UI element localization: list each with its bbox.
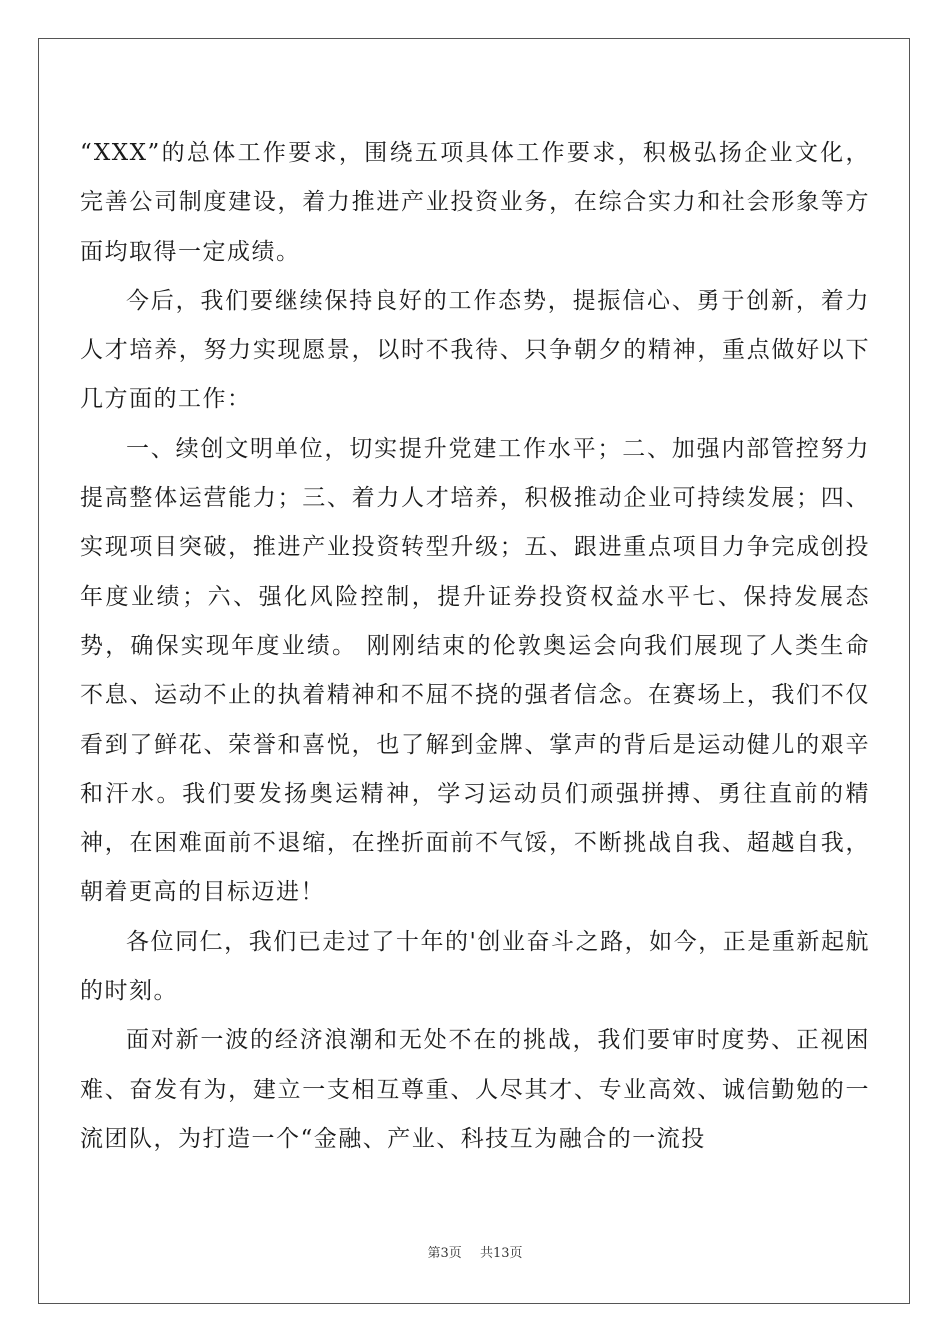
total-page-count: 共13页 (479, 1246, 523, 1261)
paragraph: 面对新一波的经济浪潮和无处不在的挑战，我们要审时度势、正视困难、奋发有为，建立一支相互尊重、人尽其才、专业高效、诚信勤勉的一流团队，为打造一个“金融、产业、科技互为融合的一流投 (80, 1027, 870, 1152)
paragraph: 一、续创文明单位，切实提升党建工作水平；二、加强内部管控努力提高整体运营能力；三、着力人才培养，积极推动企业可持续发展；四、实现项目突破，推进产业投资转型升级；五、跟进重点项目力争完成创投年度业绩；六、强化风险控制，提升证券投资权益水平七、保持发展态势，确保实现年度业绩。 刚刚结束的伦敦奥运会向我们展现了人类生命不息、运动不止的执着精神和不屈不挠的强者信念。在赛场上，我们不仅看到了鲜花、荣誉和喜悦，也了解到金牌、掌声的背后是运动健儿的艰辛和汗水。我们要发扬奥运精神，学习运动员们顽强拼搏、勇往直前的精神，在困难面前不退缩，在挫折面前不气馁，不断挑战自我、超越自我，朝着更高的目标迈进！ (80, 435, 870, 906)
paragraph: 各位同仁，我们已走过了十年的'创业奋斗之路，如今，正是重新起航的时刻。 (80, 928, 870, 1005)
page-footer (0, 1242, 950, 1261)
document-body (80, 129, 870, 1164)
paragraph: 今后，我们要继续保持良好的工作态势，提振信心、勇于创新，着力人才培养，努力实现愿景，以时不我待、只争朝夕的精神，重点做好以下几方面的工作： (80, 287, 870, 413)
current-page-number: 第3页 (427, 1246, 462, 1261)
paragraph-continued: “XXX”的总体工作要求，围绕五项具体工作要求，积极弘扬企业文化，完善公司制度建设，着力推进产业投资业务，在综合实力和社会形象等方面均取得一定成绩。 (80, 140, 870, 265)
